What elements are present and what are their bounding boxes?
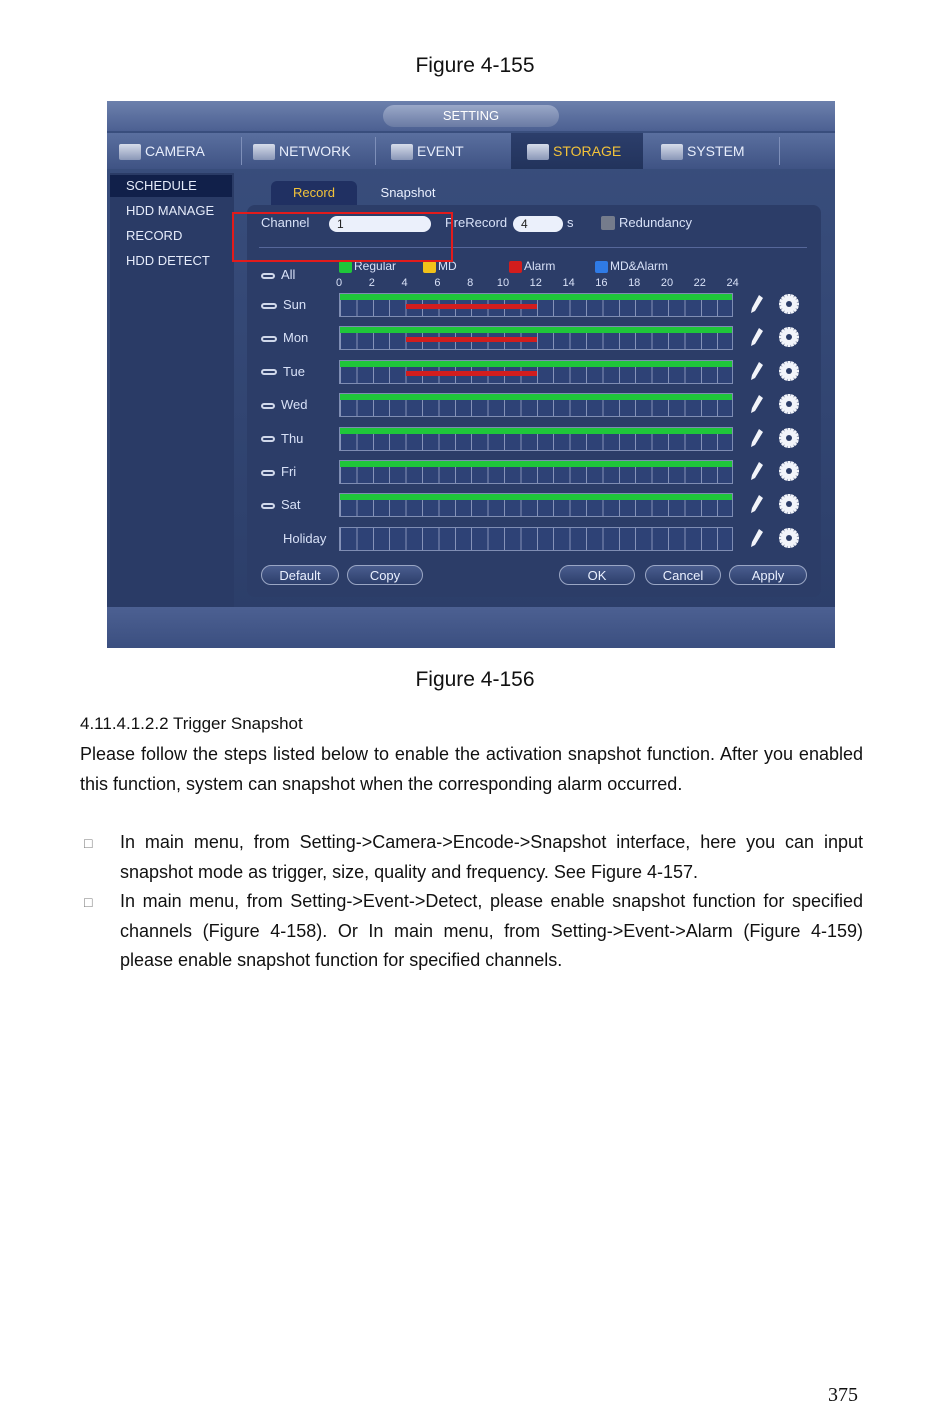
regular-record-bar [340, 494, 732, 500]
legend-alarm-label: Alarm [524, 259, 556, 273]
link-icon [261, 303, 277, 309]
link-icon [261, 336, 277, 342]
md-swatch [423, 261, 436, 273]
hour-tick-label: 16 [595, 277, 608, 289]
day-label-sun[interactable] [261, 297, 306, 312]
link-icon [261, 470, 275, 476]
side-item-hdd-manage[interactable]: HDD MANAGE [126, 203, 215, 218]
legend-regular-label: Regular [354, 259, 397, 273]
figure-caption-bottom: Figure 4-156 [415, 668, 535, 691]
channel-select[interactable]: 1 [329, 216, 431, 232]
timeline-mon[interactable] [339, 326, 733, 350]
regular-swatch [339, 261, 352, 273]
hour-tick-label: 18 [628, 277, 641, 289]
legend-md-label: MD [438, 259, 457, 273]
link-icon [261, 503, 275, 509]
day-name: Sat [281, 497, 301, 513]
hour-tick-label: 22 [693, 277, 706, 289]
hour-tick-label: 14 [562, 277, 575, 289]
link-icon [261, 369, 277, 375]
day-label-thu[interactable] [261, 431, 303, 446]
figure-caption-top: Figure 4-155 [415, 54, 535, 77]
regular-record-bar [340, 461, 732, 467]
side-item-schedule[interactable]: SCHEDULE [110, 175, 232, 197]
tab-event[interactable] [391, 133, 507, 169]
timeline-wed[interactable] [339, 393, 733, 417]
bullet-item-1: In main menu, from Setting->Camera->Encode->Snapshot interface, here you can input snapshot mode as trigger, size, quality and frequency. See Figure 4-157. [120, 832, 863, 882]
legend-alarm[interactable] [509, 259, 555, 273]
gear-icon[interactable] [779, 461, 799, 481]
storage-side-menu [110, 173, 234, 647]
pencil-icon[interactable] [751, 495, 763, 513]
alarm-record-bar [406, 304, 537, 309]
legend-md-alarm[interactable] [595, 259, 668, 273]
tab-storage-label: STORAGE [553, 143, 622, 159]
schedule-panel [247, 185, 821, 597]
default-button[interactable]: Default [261, 565, 339, 585]
gear-icon[interactable] [779, 494, 799, 514]
gear-icon[interactable] [779, 327, 799, 347]
day-label-holiday[interactable] [283, 531, 326, 546]
legend-md-alarm-label: MD&Alarm [610, 259, 669, 273]
tab-network-label: NETWORK [279, 143, 351, 159]
timeline-fri[interactable] [339, 460, 733, 484]
link-icon [261, 273, 275, 279]
network-icon [253, 144, 275, 160]
day-label-wed[interactable] [261, 397, 308, 412]
hour-tick-label: 10 [496, 277, 510, 289]
all-days-toggle[interactable] [261, 267, 295, 282]
system-icon [661, 144, 683, 160]
tab-network[interactable] [253, 133, 373, 169]
day-label-fri[interactable] [261, 464, 296, 479]
storage-icon [527, 144, 549, 160]
side-item-record[interactable]: RECORD [126, 228, 183, 243]
hour-tick-label: 24 [726, 277, 739, 289]
bullet-item-2: In main menu, from Setting->Event->Detect, please enable snapshot function for specified channels (Figure 4-158). Or In main menu, from Setting->Event->Alarm (Figure 4-159) please enable snapshot function for specified channels. [120, 891, 863, 970]
all-label: All [281, 267, 296, 282]
redundancy-checkbox[interactable] [601, 216, 615, 230]
day-label-mon[interactable] [261, 330, 308, 345]
tab-camera-label: CAMERA [145, 143, 205, 159]
hour-tick-label: 8 [467, 277, 474, 289]
tab-camera[interactable] [119, 133, 239, 169]
page-number: 375 [828, 1384, 858, 1406]
status-bar [107, 607, 835, 648]
bullet-marker-2: □ [84, 894, 93, 910]
title-bar [107, 101, 835, 131]
subtab-snapshot[interactable]: Snapshot [380, 185, 436, 200]
camera-icon [119, 144, 141, 160]
setting-title: SETTING [383, 105, 559, 127]
alarm-record-bar [406, 337, 537, 342]
hour-tick-label: 12 [529, 277, 542, 289]
regular-record-bar [340, 361, 732, 367]
side-item-hdd-detect[interactable]: HDD DETECT [126, 253, 210, 268]
md-alarm-swatch [595, 261, 608, 273]
prerecord-unit: s [567, 215, 574, 230]
dvr-setting-window [107, 101, 835, 648]
tab-system-label: SYSTEM [687, 143, 745, 159]
day-name: Sun [283, 297, 307, 312]
pencil-icon[interactable] [751, 395, 763, 413]
event-icon [391, 144, 413, 160]
timeline-sat[interactable] [339, 493, 733, 517]
day-label-tue[interactable] [261, 364, 305, 379]
day-name: Fri [281, 464, 297, 479]
hour-tick-label: 4 [401, 277, 408, 289]
main-tab-bar [107, 133, 835, 169]
link-icon [261, 436, 275, 442]
day-name: Tue [283, 363, 305, 379]
pencil-icon[interactable] [751, 328, 763, 346]
pencil-icon[interactable] [751, 362, 763, 380]
timeline-holiday[interactable] [339, 527, 733, 551]
tab-system[interactable] [661, 133, 781, 169]
hour-tick-label: 2 [368, 277, 375, 289]
timeline-thu[interactable] [339, 427, 733, 451]
section-heading: 4.11.4.1.2.2 Trigger Snapshot [80, 714, 303, 733]
cancel-button[interactable]: Cancel [645, 565, 721, 585]
alarm-check-icon [509, 261, 522, 273]
alarm-record-bar [406, 371, 537, 376]
day-name: Mon [283, 330, 309, 346]
highlight-annotation [232, 212, 453, 262]
channel-label: Channel [261, 215, 310, 230]
day-label-sat[interactable] [261, 497, 301, 512]
day-name: Holiday [283, 530, 327, 546]
hour-tick-label: 0 [335, 277, 343, 289]
day-name: Thu [281, 430, 304, 446]
intro-paragraph: Please follow the steps listed below to enable the activation snapshot function. After you enabled this function, system can snapshot when the corresponding alarm occurred. [80, 744, 863, 794]
link-icon [261, 403, 275, 409]
gear-icon[interactable] [779, 428, 799, 448]
redundancy-label: Redundancy [619, 215, 692, 230]
day-name: Wed [281, 397, 308, 413]
regular-record-bar [340, 428, 732, 434]
timeline-tue[interactable] [339, 360, 733, 384]
copy-button[interactable]: Copy [347, 565, 423, 585]
apply-button[interactable]: Apply [729, 565, 807, 585]
pencil-icon[interactable] [751, 529, 763, 547]
prerecord-label: PreRecord [445, 215, 508, 230]
ok-button[interactable]: OK [559, 565, 635, 585]
gear-icon[interactable] [779, 394, 799, 414]
pencil-icon[interactable] [751, 462, 763, 480]
regular-record-bar [340, 294, 732, 300]
bullet-marker-1: □ [84, 835, 93, 851]
pencil-icon[interactable] [751, 429, 763, 447]
prerecord-input[interactable]: 4 [513, 216, 563, 232]
hour-tick-label: 20 [660, 277, 674, 289]
gear-icon[interactable] [779, 528, 799, 548]
regular-record-bar [340, 327, 732, 333]
gear-icon[interactable] [779, 361, 799, 381]
gear-icon[interactable] [779, 294, 799, 314]
subtab-record[interactable]: Record [271, 181, 357, 205]
hour-tick-label: 6 [434, 277, 441, 289]
timeline-sun[interactable] [339, 293, 733, 317]
tab-event-label: EVENT [417, 143, 464, 159]
regular-record-bar [340, 394, 732, 400]
tab-storage[interactable] [511, 133, 643, 169]
pencil-icon[interactable] [751, 295, 763, 313]
